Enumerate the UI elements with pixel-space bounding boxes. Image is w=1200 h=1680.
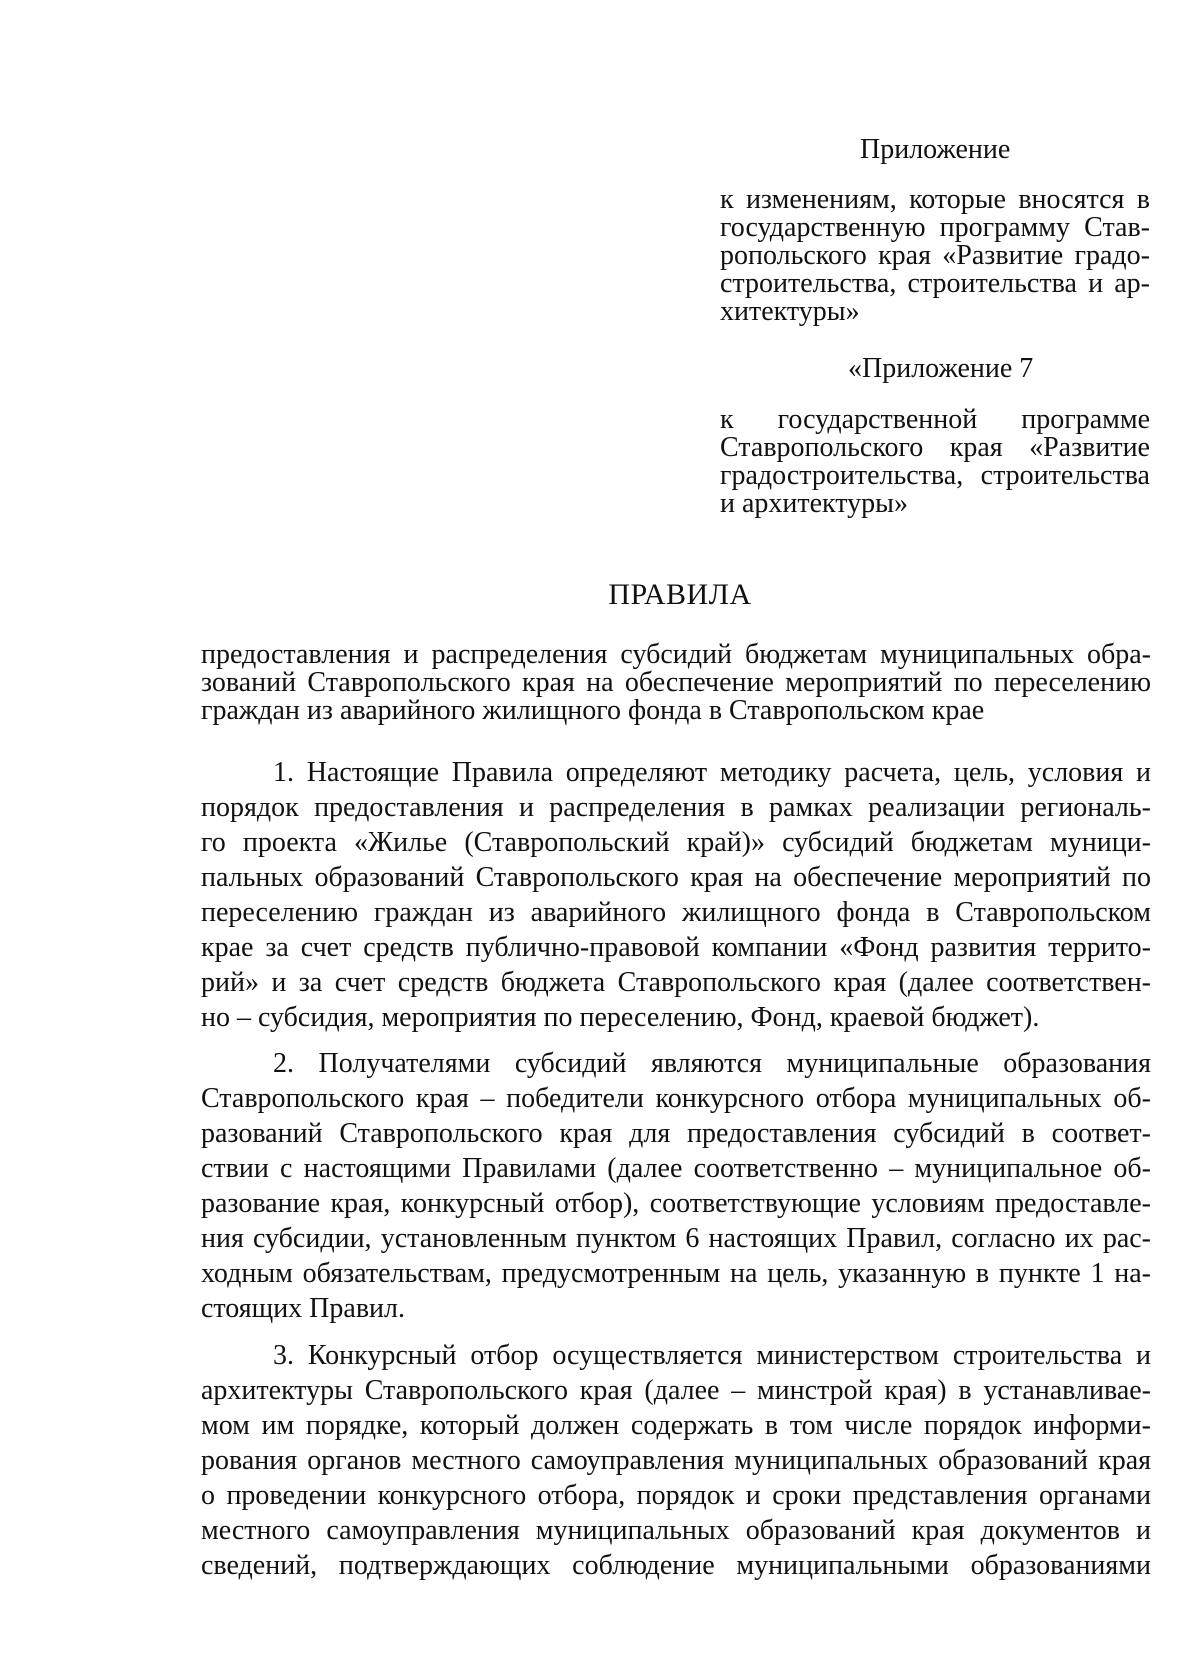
paragraph-line: пальных образований Ставропольского края на обеспечение мероприятий по (201, 862, 1151, 893)
paragraph-line: ния субсидии, установленным пунктом 6 настоящих Правил, согласно их рас- (201, 1223, 1151, 1254)
paragraph-line: 3. Конкурсный отбор осуществляется министерством строительства и (273, 1340, 1151, 1371)
paragraph-line: но – субсидия, мероприятия по переселению, Фонд, краевой бюджет). (201, 1002, 1040, 1033)
appendix7-line: градостроительства, строительства (720, 460, 1150, 491)
appendix-line: хитектуры» (720, 296, 860, 327)
paragraph-line: мом им порядке, который должен содержать в том числе порядок информи- (201, 1410, 1151, 1441)
paragraph-line: 1. Настоящие Правила определяют методику расчета, цель, условия и (273, 757, 1151, 788)
paragraph-line: го проекта «Жилье (Ставропольский край)» субсидий бюджетам муници- (201, 827, 1151, 858)
paragraph-2 (201, 1046, 1151, 1326)
appendix-line: строительства, строительства и ар- (720, 268, 1150, 299)
paragraph-line: стоящих Правил. (201, 1293, 406, 1324)
paragraph-line: ходным обязательствам, предусмотренным на цель, указанную в пункте 1 на- (201, 1258, 1151, 1289)
subtitle-line: зований Ставропольского края на обеспечение мероприятий по переселению (201, 667, 1151, 698)
paragraph-line: крае за счет средств публично-правовой компании «Фонд развития террито- (201, 932, 1151, 963)
paragraph-line: разований Ставропольского края для предоставления субсидий в соответ- (201, 1118, 1151, 1149)
paragraph-line: рий» и за счет средств бюджета Ставропольского края (далее соответствен- (201, 967, 1151, 998)
document-subtitle (201, 641, 1151, 725)
paragraph-line: о проведении конкурсного отбора, порядок и сроки представления органами (201, 1480, 1151, 1511)
paragraph-3 (201, 1338, 1151, 1583)
paragraph-line: порядок предоставления и распределения в рамках реализации региональ- (201, 792, 1151, 823)
paragraph-line: местного самоуправления муниципальных образований края документов и (201, 1515, 1151, 1546)
paragraph-line: архитектуры Ставропольского края (далее – минстрой края) в устанавливае- (201, 1375, 1151, 1406)
appendix7-line: и архитектуры» (720, 488, 908, 519)
appendix-text (720, 186, 1150, 326)
subtitle-line: граждан из аварийного жилищного фонда в Ставропольском крае (201, 695, 985, 726)
appendix7-line: Ставропольского края «Развитие (720, 432, 1150, 463)
paragraph-line: переселению граждан из аварийного жилищного фонда в Ставропольском (201, 897, 1151, 928)
document-heading: ПРАВИЛА (608, 578, 752, 611)
appendix7-line: к государственной программе (720, 404, 1150, 435)
paragraph-line: Ставропольского края – победители конкурсного отбора муниципальных об- (201, 1083, 1151, 1114)
paragraph-line: разование края, конкурсный отбор), соответствующие условиям предоставле- (201, 1188, 1151, 1219)
paragraph-line: сведений, подтверждающих соблюдение муниципальными образованиями (201, 1550, 1151, 1581)
appendix-line: ропольского края «Развитие градо- (720, 240, 1150, 271)
appendix-line: к изменениям, которые вносятся в (720, 184, 1150, 215)
appendix-line: государственную программу Став- (720, 212, 1150, 243)
appendix7-title: «Приложение 7 (848, 353, 1034, 384)
appendix7-text (720, 406, 1150, 518)
subtitle-line: предоставления и распределения субсидий бюджетам муниципальных обра- (201, 639, 1151, 670)
paragraph-1 (201, 755, 1151, 1035)
paragraph-line: 2. Получателями субсидий являются муниципальные образования (273, 1048, 1151, 1079)
paragraph-line: рования органов местного самоуправления муниципальных образований края (201, 1445, 1151, 1476)
paragraph-line: ствии с настоящими Правилами (далее соответственно – муниципальное об- (201, 1153, 1151, 1184)
appendix-title: Приложение (860, 134, 1011, 165)
